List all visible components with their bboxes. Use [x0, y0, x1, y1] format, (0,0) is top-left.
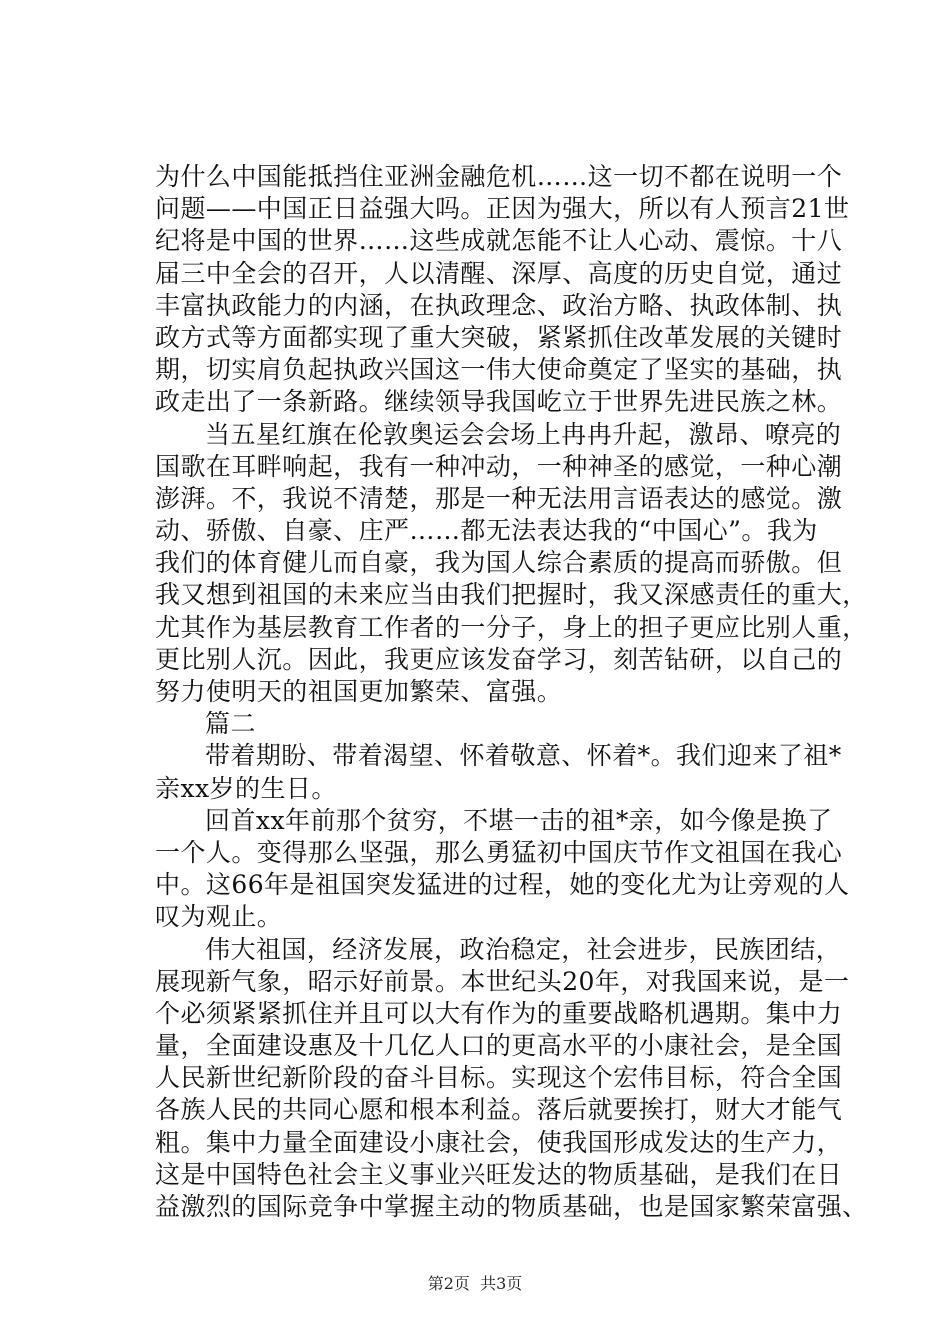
- text-line: 这是中国特色社会主义事业兴旺发达的物质基础，是我们在日: [155, 1159, 843, 1189]
- text-line: 回首xx年前那个贫穷，不堪一击的祖*亲，如今像是换了: [205, 805, 833, 835]
- text-line: 澎湃。不，我说不清楚，那是一种无法用言语表达的感觉。激: [155, 483, 843, 513]
- text-line: 更比别人沉。因此，我更应该发奋学习，刻苦钻研，以自己的: [155, 644, 843, 674]
- text-line: 为什么中国能抵挡住亚洲金融危机……这一切不都在说明一个: [155, 162, 843, 191]
- text-line: 我又想到祖国的未来应当由我们把握时，我又深感责任的重大，: [155, 580, 868, 610]
- text-line: 伟大祖国，经济发展，政治稳定，社会进步，民族团结，: [205, 934, 842, 964]
- text-line: 展现新气象，昭示好前景。本世纪头20年，对我国来说，是一: [155, 966, 850, 996]
- text-line: 个必须紧紧抓住并且可以大有作为的重要战略机遇期。集中力: [155, 998, 843, 1028]
- text-line: 粗。集中力量全面建设小康社会，使我国形成发达的生产力，: [155, 1127, 843, 1157]
- page-footer: 第2页 共3页: [427, 1274, 523, 1293]
- text-line: 篇二: [205, 709, 256, 739]
- text-line: 动、骄傲、自豪、庄严……都无法表达我的“中国心”。我为: [155, 516, 818, 546]
- text-line: 我们的体育健儿而自豪，我为国人综合素质的提高而骄傲。但: [155, 548, 843, 578]
- text-line: 一个人。变得那么坚强，那么勇猛初中国庆节作文祖国在我心: [155, 837, 843, 867]
- text-line: 政走出了一条新路。继续领导我国屹立于世界先进民族之林。: [155, 387, 843, 417]
- text-line: 叹为观止。: [155, 902, 283, 932]
- document-body: [155, 161, 868, 1223]
- text-line: 尤其作为基层教育工作者的一分子，身上的担子更应比别人重，: [155, 612, 868, 642]
- text-line: 丰富执政能力的内涵，在执政理念、政治方略、执政体制、执: [155, 290, 843, 320]
- text-line: 纪将是中国的世界……这些成就怎能不让人心动、震惊。十八: [155, 226, 843, 256]
- text-line: 政方式等方面都实现了重大突破，紧紧抓住改革发展的关键时: [155, 322, 843, 352]
- text-line: 亲xx岁的生日。: [155, 773, 337, 803]
- text-line: 量，全面建设惠及十几亿人口的更高水平的小康社会，是全国: [155, 1031, 843, 1061]
- text-line: 期，切实肩负起执政兴国这一伟大使命奠定了坚实的基础，执: [155, 355, 843, 385]
- text-line: 国歌在耳畔响起，我有一种冲动，一种神圣的感觉，一种心潮: [155, 451, 843, 481]
- text-line: 问题——中国正日益强大吗。正因为强大，所以有人预言21世: [155, 194, 850, 224]
- text-line: 届三中全会的召开，人以清醒、深厚、高度的历史自觉，通过: [155, 258, 843, 288]
- text-line: 当五星红旗在伦敦奥运会会场上冉冉升起，激昂、嘹亮的: [205, 419, 842, 449]
- text-line: 益激烈的国际竞争中掌握主动的物质基础，也是国家繁荣富强、: [155, 1192, 868, 1221]
- text-line: 努力使明天的祖国更加繁荣、富强。: [155, 677, 563, 706]
- text-line: 中。这66年是祖国突发猛进的过程，她的变化尤为让旁观的人: [155, 870, 850, 900]
- text-line: 各族人民的共同心愿和根本利益。落后就要挨打，财大才能气: [155, 1095, 843, 1125]
- text-line: 带着期盼、带着渴望、怀着敬意、怀着*。我们迎来了祖*: [205, 741, 842, 771]
- text-line: 人民新世纪新阶段的奋斗目标。实现这个宏伟目标，符合全国: [155, 1063, 843, 1093]
